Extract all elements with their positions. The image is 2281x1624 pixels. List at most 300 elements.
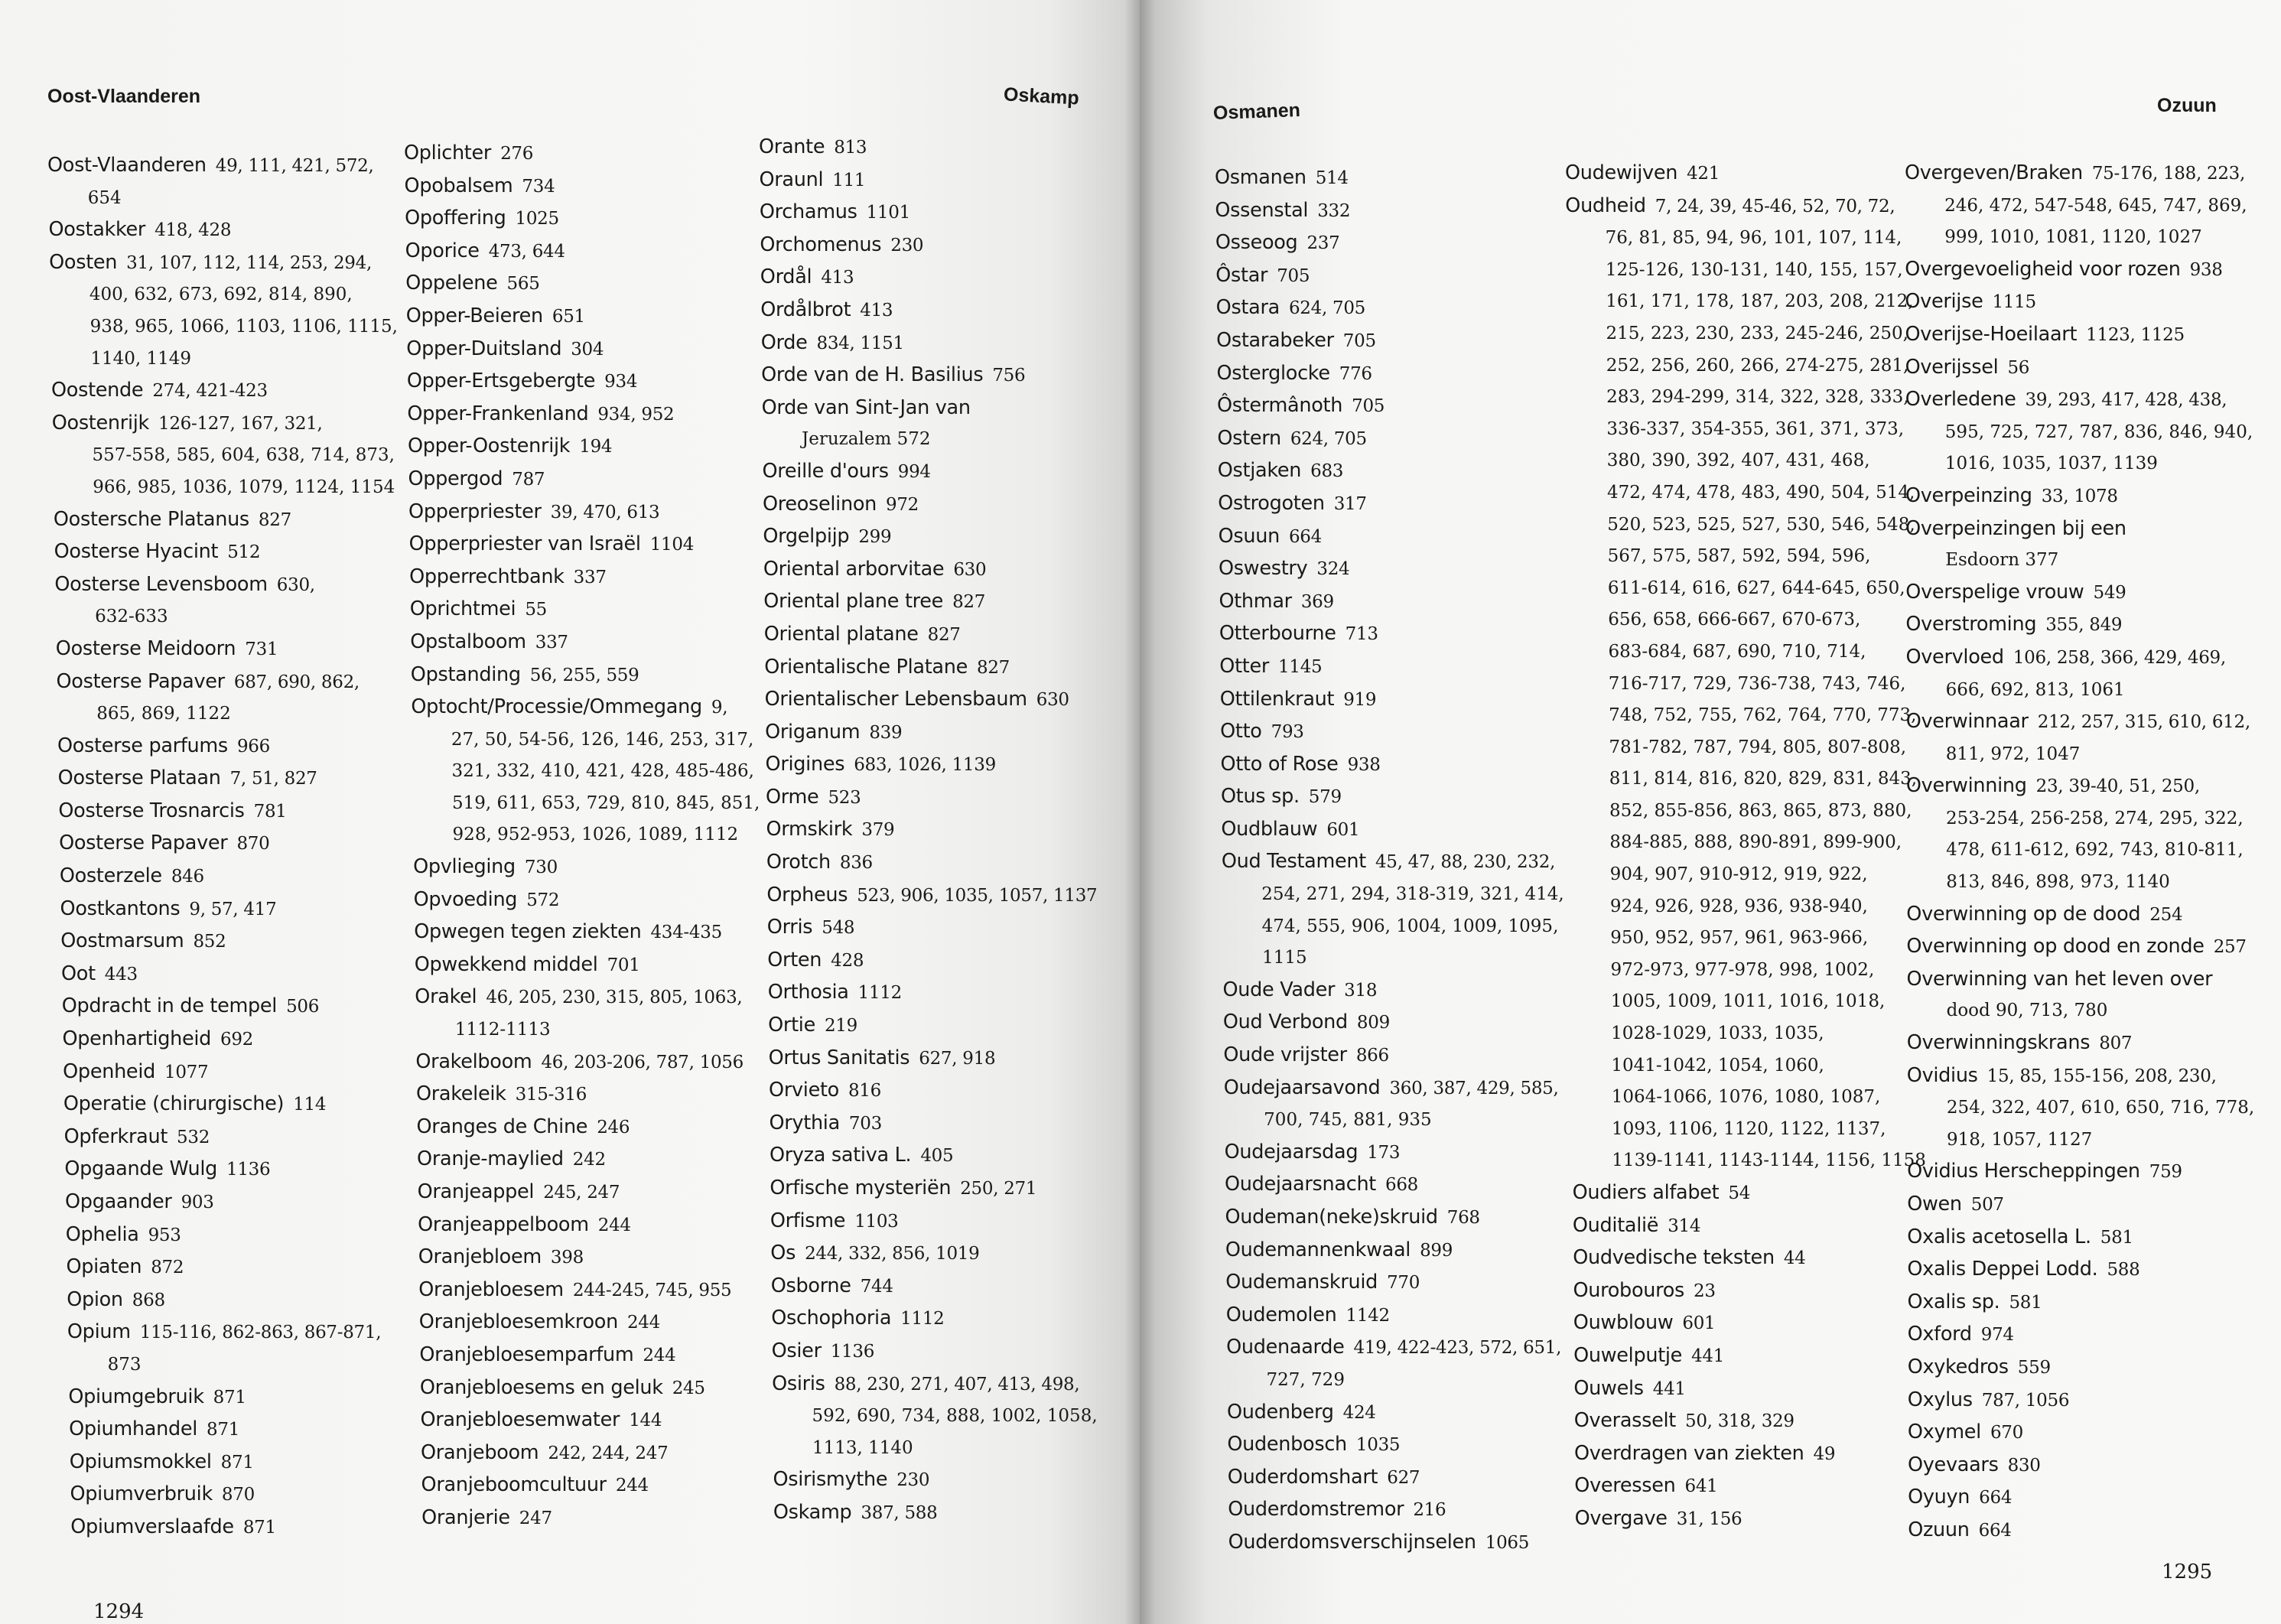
index-term: Oosterse parfums bbox=[57, 734, 228, 757]
index-entry bbox=[1225, 1202, 1564, 1235]
index-term: Overpeinzingen bij een bbox=[1905, 516, 2126, 540]
index-term: Ostrogoten bbox=[1218, 491, 1325, 515]
index-page-refs: 872 bbox=[151, 1258, 184, 1278]
index-entry bbox=[1221, 749, 1564, 782]
index-entry bbox=[1215, 227, 1564, 260]
index-entry bbox=[1905, 513, 2254, 545]
index-entry bbox=[70, 1447, 398, 1479]
index-page-refs: 88, 230, 271, 407, 413, 498, bbox=[834, 1374, 1080, 1395]
index-page-refs: 114 bbox=[293, 1095, 327, 1115]
index-term: Overwinningskrans bbox=[1906, 1031, 2091, 1055]
index-entry bbox=[63, 1089, 398, 1121]
index-page-refs: 830 bbox=[2007, 1455, 2041, 1476]
running-head-left: Osmanen bbox=[1212, 99, 1301, 124]
index-term: Orfisme bbox=[770, 1209, 846, 1232]
index-page-refs: 31, 156 bbox=[1676, 1508, 1742, 1529]
index-term: Ôstar bbox=[1215, 263, 1268, 287]
index-entry bbox=[768, 1010, 1098, 1043]
index-term: Oxalis acetosella L. bbox=[1907, 1225, 2091, 1248]
index-entry bbox=[1217, 358, 1564, 391]
index-term: Opvlieging bbox=[413, 855, 516, 879]
index-entry bbox=[765, 684, 1098, 717]
index-entry bbox=[1217, 390, 1564, 423]
index-continuation-line: 1139-1141, 1143-1144, 1156, 1158 bbox=[1612, 1150, 1926, 1171]
index-page-refs: 1065 bbox=[1485, 1532, 1530, 1553]
index-entry bbox=[770, 1206, 1098, 1238]
index-page-refs: 1145 bbox=[1278, 656, 1323, 677]
index-term: Orchamus bbox=[759, 200, 857, 224]
index-page-refs: 250, 271 bbox=[960, 1179, 1037, 1199]
index-continuation-line: 161, 171, 178, 187, 203, 208, 212, bbox=[1606, 291, 1914, 312]
index-entry bbox=[770, 1173, 1097, 1206]
index-term: Oudemolen bbox=[1225, 1303, 1337, 1326]
index-term: Operatie (chirurgische) bbox=[63, 1092, 285, 1116]
index-term: Oranjeappelboom bbox=[418, 1212, 589, 1236]
index-term: Oosterse Plataan bbox=[57, 766, 221, 790]
index-term: Ôstermânoth bbox=[1216, 394, 1343, 418]
index-continuation-line: 972-973, 977-978, 998, 1002, bbox=[1610, 959, 1875, 980]
index-term: Orotch bbox=[766, 851, 831, 874]
index-page-refs: 55 bbox=[525, 600, 547, 620]
index-entry bbox=[408, 496, 760, 529]
index-entry bbox=[62, 1024, 398, 1056]
index-term: Opion bbox=[67, 1287, 123, 1311]
index-term: Opdracht in de tempel bbox=[61, 994, 278, 1018]
index-term: Ouwelputje bbox=[1573, 1343, 1683, 1367]
index-term: Oplichter bbox=[404, 142, 492, 164]
index-term: Opium bbox=[67, 1320, 131, 1344]
index-term: Ouderdomshart bbox=[1227, 1465, 1378, 1489]
index-page-refs: 314 bbox=[1668, 1216, 1701, 1236]
index-page-refs: 9, bbox=[711, 698, 728, 718]
index-entry bbox=[70, 1512, 398, 1544]
index-term: Opoffering bbox=[405, 207, 506, 230]
index-continuation-line: 76, 81, 85, 94, 96, 101, 107, 114, bbox=[1605, 228, 1902, 249]
index-term: Optocht/Processie/Ommegang bbox=[411, 695, 702, 719]
index-term: Oreille d'ours bbox=[762, 459, 889, 483]
index-continuation-line: 938, 965, 1066, 1103, 1106, 1115, bbox=[89, 316, 398, 337]
index-entry bbox=[406, 301, 760, 334]
index-continuation-line: 27, 50, 54-56, 126, 146, 253, 317, bbox=[451, 729, 754, 750]
index-page-refs: 144 bbox=[629, 1411, 662, 1431]
index-page-refs: 242, 244, 247 bbox=[548, 1443, 669, 1463]
index-entry bbox=[414, 884, 760, 917]
index-continuation-line: Esdoorn 377 bbox=[1945, 550, 2059, 571]
index-page-refs: 1123, 1125 bbox=[2086, 324, 2185, 345]
index-entry bbox=[1221, 781, 1564, 814]
index-page-refs: 827 bbox=[952, 592, 986, 613]
index-term: Osterglocke bbox=[1216, 361, 1330, 385]
index-page-refs: 418, 428 bbox=[155, 220, 232, 241]
index-entry bbox=[65, 1186, 398, 1219]
index-page-refs: 56 bbox=[2007, 357, 2030, 378]
index-page-refs: 49, 111, 421, 572, bbox=[215, 156, 374, 176]
index-entry bbox=[416, 1079, 760, 1111]
index-entry bbox=[59, 828, 398, 861]
index-term: Othmar bbox=[1219, 589, 1292, 613]
index-entry bbox=[1223, 1040, 1564, 1072]
index-continuation-line: 125-126, 130-131, 140, 155, 157, bbox=[1605, 259, 1903, 280]
index-term: Oryza sativa L. bbox=[769, 1144, 912, 1167]
index-entry bbox=[1215, 260, 1564, 293]
index-page-refs: 523 bbox=[828, 787, 861, 808]
index-term: Orakel bbox=[415, 985, 477, 1009]
index-page-refs: 242 bbox=[572, 1150, 606, 1170]
index-term: Oostenrijk bbox=[51, 411, 149, 434]
index-term: Oudenaarde bbox=[1226, 1336, 1345, 1359]
index-term: Opstanding bbox=[410, 662, 521, 686]
index-term: Overessen bbox=[1574, 1474, 1676, 1498]
index-page-refs: 572 bbox=[526, 890, 560, 910]
index-term: Ouditalië bbox=[1572, 1213, 1659, 1237]
index-entry bbox=[1573, 1307, 1926, 1340]
index-term: Oost-Vlaanderen bbox=[47, 154, 207, 177]
index-term: Orientalische Platane bbox=[764, 655, 968, 679]
index-entry bbox=[404, 138, 760, 171]
index-page-refs: 871 bbox=[213, 1387, 246, 1408]
index-page-refs: 565 bbox=[506, 274, 540, 295]
left-page bbox=[0, 0, 1140, 1624]
index-entry bbox=[1225, 1169, 1564, 1202]
index-page-refs: 630 bbox=[953, 559, 987, 580]
index-continuation-line: 1093, 1106, 1120, 1122, 1137, bbox=[1612, 1118, 1886, 1139]
index-entry bbox=[47, 150, 398, 183]
index-page-refs: 871 bbox=[220, 1452, 254, 1473]
index-term: Oxalis sp. bbox=[1907, 1290, 2000, 1313]
index-entry bbox=[1907, 1254, 2254, 1287]
index-term: Overwinnaar bbox=[1905, 710, 2029, 734]
index-term: Oosterse Papaver bbox=[56, 669, 225, 693]
index-term: Ovidius Herscheppingen bbox=[1907, 1160, 2140, 1183]
index-term: Oostende bbox=[51, 379, 144, 402]
index-term: Oosterse Hyacint bbox=[54, 540, 219, 564]
index-entry bbox=[58, 796, 398, 828]
index-page-refs: 299 bbox=[858, 527, 892, 548]
index-page-refs: 966 bbox=[236, 736, 270, 757]
index-term: Opiumverslaafde bbox=[70, 1515, 234, 1538]
index-page-refs: 111 bbox=[832, 170, 866, 190]
index-page-refs: 1142 bbox=[1345, 1305, 1390, 1326]
index-page-refs: 507 bbox=[1970, 1195, 2004, 1215]
index-term: Opper-Beieren bbox=[405, 304, 543, 327]
index-page-refs: 627, 918 bbox=[919, 1048, 996, 1069]
index-continuation-line: 716-717, 729, 736-738, 743, 746, bbox=[1608, 673, 1906, 694]
index-page-refs: 934 bbox=[604, 372, 638, 392]
index-page-refs: 324 bbox=[1316, 559, 1350, 580]
index-page-refs: 813 bbox=[834, 138, 867, 158]
index-page-refs: 115-116, 862-863, 867-871, bbox=[139, 1323, 382, 1343]
index-page-refs: 337 bbox=[573, 567, 607, 587]
index-entry bbox=[1905, 480, 2254, 513]
index-entry bbox=[54, 536, 398, 569]
index-term: Ophelia bbox=[65, 1222, 139, 1246]
index-entry bbox=[772, 1336, 1098, 1369]
index-page-refs: 244, 332, 856, 1019 bbox=[805, 1244, 980, 1264]
index-page-refs: 274, 421-423 bbox=[152, 381, 268, 402]
index-page-refs: 244 bbox=[597, 1215, 631, 1235]
index-entry bbox=[773, 1464, 1097, 1497]
index-page-refs: 244 bbox=[643, 1345, 676, 1365]
index-page-refs: 701 bbox=[607, 955, 640, 975]
index-entry bbox=[420, 1372, 760, 1405]
index-entry bbox=[1217, 423, 1564, 456]
index-page-refs: 523, 906, 1035, 1057, 1137 bbox=[857, 885, 1098, 906]
index-entry bbox=[411, 692, 760, 724]
index-page-refs: 421 bbox=[1687, 164, 1720, 184]
index-entry bbox=[415, 981, 760, 1014]
index-page-refs: 405 bbox=[920, 1146, 954, 1167]
index-page-refs: 45, 47, 88, 230, 232, bbox=[1375, 852, 1556, 873]
index-term: Ordålbrot bbox=[760, 298, 851, 321]
index-page-refs: 827 bbox=[927, 624, 961, 645]
index-page-refs: 44 bbox=[1783, 1248, 1806, 1269]
index-entry bbox=[771, 1303, 1097, 1336]
index-entry bbox=[407, 366, 760, 399]
index-page-refs: 938 bbox=[2189, 259, 2223, 280]
index-continuation-line: 1041-1042, 1054, 1060, bbox=[1611, 1055, 1824, 1076]
index-entry bbox=[1575, 1503, 1926, 1536]
index-term: Opwekkend middel bbox=[414, 952, 598, 976]
index-page-refs: 866 bbox=[1355, 1046, 1389, 1066]
index-entry bbox=[1907, 1189, 2254, 1222]
index-term: Oxylus bbox=[1907, 1388, 1973, 1411]
index-entry bbox=[1908, 1450, 2254, 1482]
index-entry bbox=[760, 295, 1097, 327]
index-term: Oxford bbox=[1907, 1323, 1972, 1346]
index-term: Ortie bbox=[768, 1014, 815, 1037]
page-number-right: 1295 bbox=[2162, 1561, 2213, 1583]
index-page-refs: 588 bbox=[2107, 1260, 2140, 1281]
index-entry bbox=[1215, 162, 1564, 195]
index-entry bbox=[1573, 1177, 1926, 1210]
index-term: Oranjebloesemwater bbox=[420, 1408, 620, 1432]
index-term: Oosterse Trosnarcis bbox=[58, 799, 245, 822]
index-continuation-line: 252, 256, 260, 266, 274-275, 281, bbox=[1606, 355, 1909, 376]
index-term: Opper-Oostenrijk bbox=[407, 434, 571, 458]
index-entry bbox=[1219, 586, 1564, 619]
index-term: Ozuun bbox=[1908, 1518, 1970, 1541]
index-entry bbox=[51, 375, 398, 408]
index-term: Orde van de H. Basilius bbox=[761, 363, 984, 387]
index-term: Oostmarsum bbox=[60, 929, 184, 953]
index-term: Oriental platane bbox=[763, 622, 919, 646]
index-entry bbox=[64, 1121, 398, 1154]
index-entry bbox=[57, 731, 398, 763]
index-continuation-line: 904, 907, 910-912, 919, 922, bbox=[1609, 864, 1868, 885]
index-page-refs: 50, 318, 329 bbox=[1685, 1411, 1795, 1432]
index-page-refs: 651 bbox=[552, 306, 585, 327]
index-entry bbox=[1220, 684, 1564, 717]
index-continuation-line: 683-684, 687, 690, 710, 714, bbox=[1608, 641, 1866, 662]
index-page-refs: 871 bbox=[242, 1517, 276, 1538]
index-page-refs: 434-435 bbox=[650, 923, 722, 943]
index-continuation-line: 811, 972, 1047 bbox=[1945, 744, 2081, 764]
index-entry bbox=[1219, 618, 1564, 651]
index-term: Overledene bbox=[1905, 388, 2016, 412]
index-entry bbox=[1228, 1462, 1564, 1495]
index-entry bbox=[1227, 1397, 1564, 1430]
index-continuation-line: 254, 322, 407, 610, 650, 716, 778, bbox=[1946, 1098, 2255, 1118]
index-page-refs: 216 bbox=[1413, 1500, 1446, 1521]
index-term: Opiaten bbox=[66, 1255, 142, 1279]
index-term: Oreoselinon bbox=[762, 492, 877, 516]
index-term: Orris bbox=[766, 916, 813, 939]
index-page-refs: 315-316 bbox=[515, 1085, 587, 1105]
index-entry bbox=[770, 1238, 1097, 1271]
index-entry bbox=[1216, 325, 1564, 358]
index-page-refs: 332 bbox=[1317, 200, 1351, 221]
index-term: Oranjerie bbox=[421, 1505, 510, 1529]
index-page-refs: 972 bbox=[886, 494, 919, 515]
index-term: Oosterse Meidoorn bbox=[55, 636, 236, 660]
index-page-refs: 46, 203-206, 787, 1056 bbox=[541, 1052, 744, 1072]
index-entry bbox=[408, 464, 760, 496]
index-page-refs: 687, 690, 862, bbox=[233, 672, 360, 692]
index-term: Osiris bbox=[772, 1372, 825, 1395]
index-entry bbox=[1908, 1319, 2255, 1352]
index-entry bbox=[1906, 899, 2254, 932]
index-page-refs: 244 bbox=[626, 1313, 660, 1333]
index-entry bbox=[764, 652, 1097, 685]
index-page-refs: 441 bbox=[1652, 1378, 1686, 1399]
index-column-1 bbox=[47, 150, 398, 1544]
index-term: Os bbox=[770, 1242, 796, 1265]
index-entry bbox=[68, 1382, 398, 1414]
index-entry bbox=[769, 1043, 1098, 1076]
index-entry bbox=[421, 1437, 760, 1470]
index-term: Oud Testament bbox=[1221, 850, 1366, 874]
index-term: Oranjebloesem bbox=[418, 1277, 564, 1301]
index-page-refs: 770 bbox=[1387, 1273, 1420, 1294]
index-page-refs: 398 bbox=[550, 1248, 584, 1268]
index-page-refs: 664 bbox=[1978, 1520, 2012, 1541]
index-page-refs: 245, 247 bbox=[543, 1183, 620, 1203]
index-page-refs: 304 bbox=[571, 339, 604, 360]
running-head-right: Oskamp bbox=[1003, 83, 1080, 109]
index-term: Oudejaarsdag bbox=[1224, 1140, 1359, 1163]
index-continuation-line: 999, 1010, 1081, 1120, 1027 bbox=[1944, 227, 2202, 248]
index-page-refs: 705 bbox=[1342, 330, 1376, 351]
index-term: Oranjeboom bbox=[421, 1440, 539, 1464]
index-page-refs: 506 bbox=[286, 997, 320, 1017]
index-term: Oranges de Chine bbox=[416, 1115, 588, 1138]
index-continuation-line: 246, 472, 547-548, 645, 747, 869, bbox=[1944, 195, 2247, 216]
index-entry bbox=[419, 1307, 760, 1339]
index-term: Osseoog bbox=[1215, 231, 1298, 255]
index-page-refs: 387, 588 bbox=[861, 1502, 938, 1523]
index-continuation-line: 873 bbox=[107, 1354, 142, 1375]
index-term: Oudeman(neke)skruid bbox=[1225, 1206, 1438, 1229]
index-entry bbox=[1905, 158, 2254, 190]
index-term: Ostarabeker bbox=[1216, 328, 1334, 352]
index-entry bbox=[1906, 770, 2254, 803]
index-page-refs: 827 bbox=[977, 657, 1010, 678]
index-entry bbox=[1573, 1340, 1926, 1373]
index-entry bbox=[418, 1209, 760, 1242]
index-page-refs: 1103 bbox=[854, 1211, 899, 1232]
index-term: Origanum bbox=[765, 720, 861, 744]
index-term: Otto bbox=[1220, 720, 1262, 744]
index-term: Oudvedische teksten bbox=[1573, 1246, 1775, 1270]
index-page-refs: 641 bbox=[1684, 1476, 1718, 1497]
index-term: Overvloed bbox=[1905, 645, 2004, 669]
index-entry bbox=[67, 1316, 398, 1349]
index-term: Orpheus bbox=[766, 883, 848, 906]
index-page-refs: 106, 258, 366, 429, 469, bbox=[2013, 647, 2226, 668]
index-entry bbox=[772, 1369, 1098, 1401]
index-page-refs: 871 bbox=[207, 1420, 240, 1440]
index-page-refs: 514 bbox=[1315, 168, 1349, 188]
index-page-refs: 39, 470, 613 bbox=[550, 502, 660, 522]
index-entry bbox=[766, 880, 1097, 913]
index-entry bbox=[1905, 384, 2255, 417]
index-entry bbox=[1905, 319, 2255, 352]
index-page-refs: 33, 1078 bbox=[2041, 486, 2118, 506]
index-entry bbox=[761, 360, 1098, 392]
index-entry bbox=[761, 327, 1098, 360]
index-page-refs: 836 bbox=[839, 853, 873, 874]
index-entry bbox=[405, 203, 760, 236]
index-page-refs: 816 bbox=[848, 1081, 881, 1102]
index-page-refs: 549 bbox=[2093, 582, 2126, 603]
index-continuation-line: 813, 846, 898, 973, 1140 bbox=[1946, 872, 2170, 893]
index-term: Opobalsem bbox=[404, 174, 513, 197]
index-term: Opper-Frankenland bbox=[407, 402, 589, 425]
index-term: Overijssel bbox=[1905, 355, 1999, 379]
index-term: Orfische mysteriën bbox=[770, 1177, 952, 1199]
index-term: Oot bbox=[61, 962, 96, 985]
index-entry bbox=[66, 1219, 398, 1252]
index-page-refs: 173 bbox=[1367, 1142, 1401, 1163]
index-entry bbox=[1225, 1137, 1564, 1170]
index-entry bbox=[414, 916, 760, 949]
index-continuation-line: dood 90, 713, 780 bbox=[1946, 1001, 2108, 1021]
index-page-refs: 7, 24, 39, 45-46, 52, 70, 72, bbox=[1655, 196, 1895, 216]
index-term: Oosterzele bbox=[59, 864, 162, 888]
index-entry bbox=[1573, 1373, 1926, 1406]
index-term: Oudejaarsavond bbox=[1223, 1076, 1381, 1099]
index-term: Overwinning op dood en zonde bbox=[1906, 935, 2205, 958]
index-term: Oxalis Deppei Lodd. bbox=[1907, 1258, 2098, 1281]
index-entry bbox=[406, 334, 760, 366]
index-page-refs: 219 bbox=[824, 1016, 857, 1037]
index-page-refs: 23, 39-40, 51, 250, bbox=[2035, 776, 2200, 797]
index-entry bbox=[60, 893, 398, 926]
index-continuation-line: 611-614, 616, 627, 644-645, 650, bbox=[1607, 578, 1905, 598]
index-term: Orme bbox=[766, 785, 819, 809]
index-page-refs: 683, 1026, 1139 bbox=[854, 755, 996, 776]
index-entry bbox=[1573, 1275, 1926, 1308]
index-term: Opvoeding bbox=[413, 887, 518, 911]
index-page-refs: 317 bbox=[1333, 493, 1367, 514]
index-page-refs: 852 bbox=[193, 932, 226, 952]
index-continuation-line: 928, 952-953, 1026, 1089, 1112 bbox=[452, 825, 739, 845]
index-page-refs: 23 bbox=[1694, 1281, 1716, 1301]
index-page-refs: 75-176, 188, 223, bbox=[2091, 164, 2246, 184]
index-term: Oranje-maylied bbox=[417, 1147, 564, 1171]
index-continuation-line: 472, 474, 478, 483, 490, 504, 514, bbox=[1607, 482, 1915, 503]
index-entry bbox=[1907, 964, 2255, 996]
index-page-refs: 781 bbox=[253, 801, 287, 822]
index-entry bbox=[1216, 292, 1564, 325]
index-continuation-line: 781-782, 787, 794, 805, 807-808, bbox=[1609, 737, 1907, 757]
index-continuation-line: 321, 332, 410, 421, 428, 485-486, bbox=[451, 761, 754, 782]
index-continuation-line: 557-558, 585, 604, 638, 714, 873, bbox=[92, 445, 395, 466]
index-entry bbox=[760, 262, 1098, 295]
index-page-refs: 46, 205, 230, 315, 805, 1063, bbox=[486, 988, 743, 1008]
index-term: Oude Vader bbox=[1222, 978, 1336, 1001]
index-term: Opper-Ertsgebergte bbox=[406, 369, 596, 393]
